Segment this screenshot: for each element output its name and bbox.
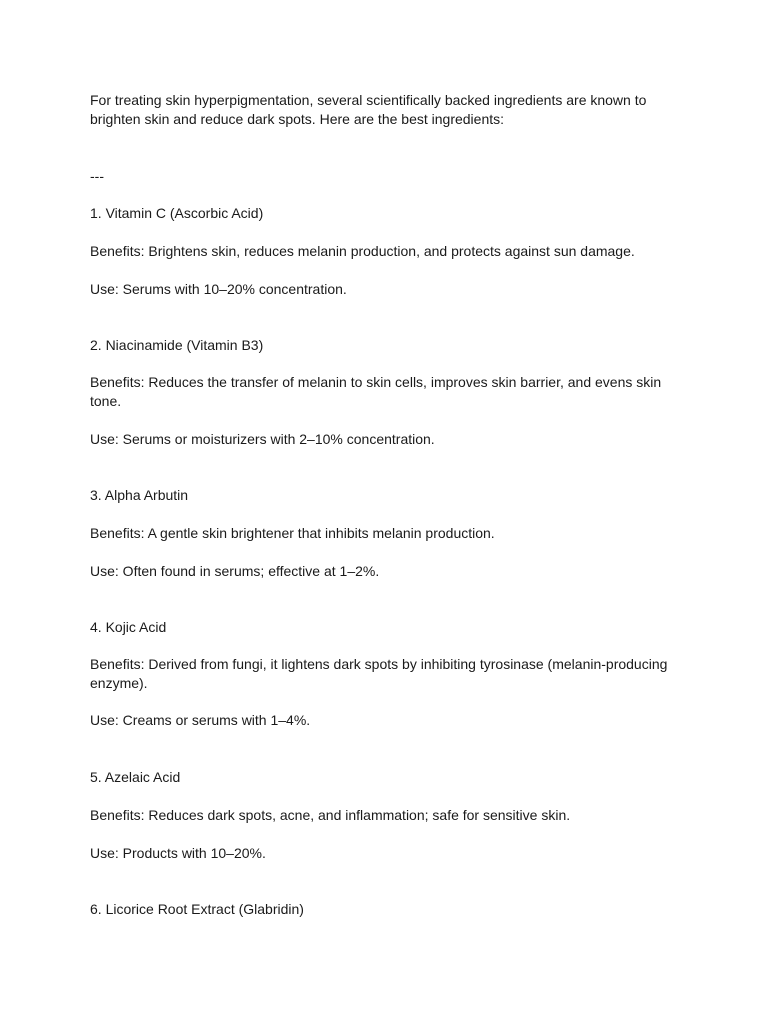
ingredient-heading-azelaic-acid: 5. Azelaic Acid [90,769,181,785]
ingredient-use-kojic-acid: Use: Creams or serums with 1–4%. [90,712,311,728]
ingredient-use-alpha-arbutin: Use: Often found in serums; effective at 1–2%. [90,563,380,579]
ingredient-heading-niacinamide: 2. Niacinamide (Vitamin B3) [90,337,264,353]
ingredient-use-azelaic-acid: Use: Products with 10–20%. [90,845,266,861]
ingredient-heading-vitamin-c: 1. Vitamin C (Ascorbic Acid) [90,205,264,221]
intro-paragraph: For treating skin hyperpigmentation, several scientifically backed ingredients are known to brighten skin and reduce dark spots. Here are the best ingredients: [90,92,647,127]
ingredient-benefits-kojic-acid: Benefits: Derived from fungi, it lightens dark spots by inhibiting tyrosinase (melanin-producing enzyme). [90,656,668,691]
ingredient-heading-licorice-root: 6. Licorice Root Extract (Glabridin) [90,901,304,917]
ingredient-benefits-azelaic-acid: Benefits: Reduces dark spots, acne, and inflammation; safe for sensitive skin. [90,807,571,823]
section-separator: --- [90,168,104,184]
ingredient-heading-kojic-acid: 4. Kojic Acid [90,619,167,635]
ingredient-use-vitamin-c: Use: Serums with 10–20% concentration. [90,281,347,297]
ingredient-use-niacinamide: Use: Serums or moisturizers with 2–10% concentration. [90,431,435,447]
ingredient-benefits-vitamin-c: Benefits: Brightens skin, reduces melanin production, and protects against sun damage. [90,243,635,259]
ingredient-heading-alpha-arbutin: 3. Alpha Arbutin [90,487,189,503]
ingredient-benefits-alpha-arbutin: Benefits: A gentle skin brightener that inhibits melanin production. [90,525,495,541]
ingredient-benefits-niacinamide: Benefits: Reduces the transfer of melanin to skin cells, improves skin barrier, and evens skin tone. [90,374,662,409]
